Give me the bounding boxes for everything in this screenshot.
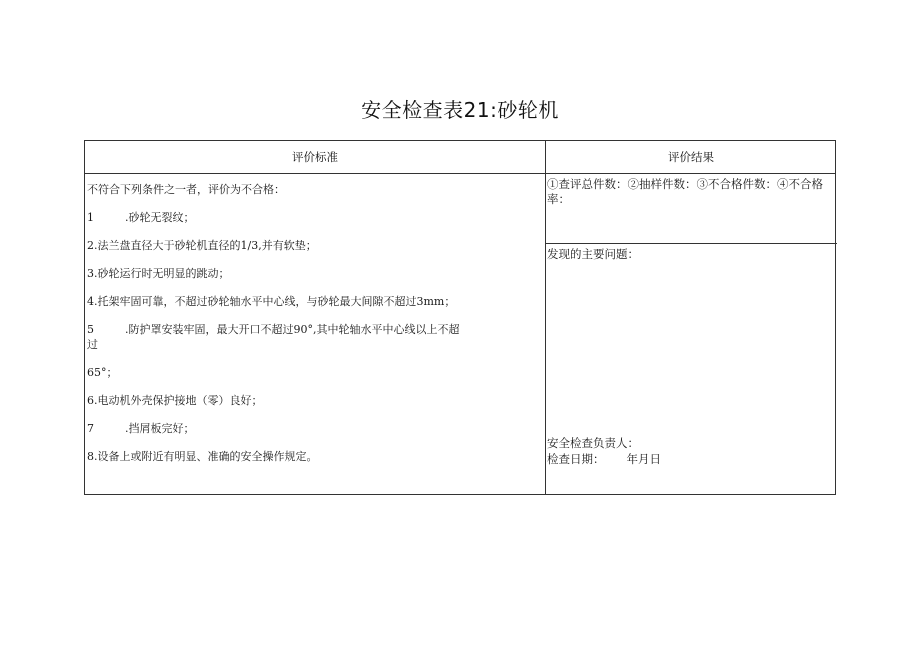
checklist-table [84,140,836,495]
criteria-intro: 不符合下列条件之一者，评价为不合格： [87,183,285,196]
column-divider [545,141,546,494]
criteria-item [87,323,460,336]
criteria-item-continued: 65°； [87,366,118,379]
criteria-header: 评价标准 [292,150,338,164]
item-number: 5 [87,323,94,336]
date-row [547,452,661,467]
criteria-item: 2.法兰盘直径大于砂轮机直径的1/3,并有软垫； [87,239,317,252]
date-label: 检查日期： [547,452,605,466]
result-divider [545,243,837,244]
item-number: 1 [87,211,94,224]
criteria-item: 3.砂轮运行时无明显的跳动； [87,267,230,280]
stats-text: ①查评总件数：②抽样件数：③不合格件数：④不合格率： [547,177,823,206]
result-header: 评价结果 [668,150,714,164]
problems-label: 发现的主要问题： [547,247,639,261]
item-text: .挡屑板完好； [125,422,195,435]
inspector-label: 安全检查负责人： [547,436,639,450]
criteria-item [87,422,195,435]
criteria-item: 8.设备上或附近有明显、准确的安全操作规定。 [87,450,318,463]
item-text: .防护罩安装牢固，最大开口不超过90°,其中轮轴水平中心线以上不超 [125,323,460,336]
date-value: 年月日 [626,452,661,466]
criteria-item: 6.电动机外壳保护接地（零）良好； [87,394,263,407]
item-number: 7 [87,422,94,435]
criteria-item [87,211,195,224]
page-title: 安全检查表21:砂轮机 [361,98,559,122]
item-text: .砂轮无裂纹； [125,211,195,224]
criteria-item: 4.托架牢固可靠，不超过砂轮轴水平中心线，与砂轮最大间隙不超过3mm； [87,295,456,308]
criteria-item-continued: 过 [87,338,98,351]
